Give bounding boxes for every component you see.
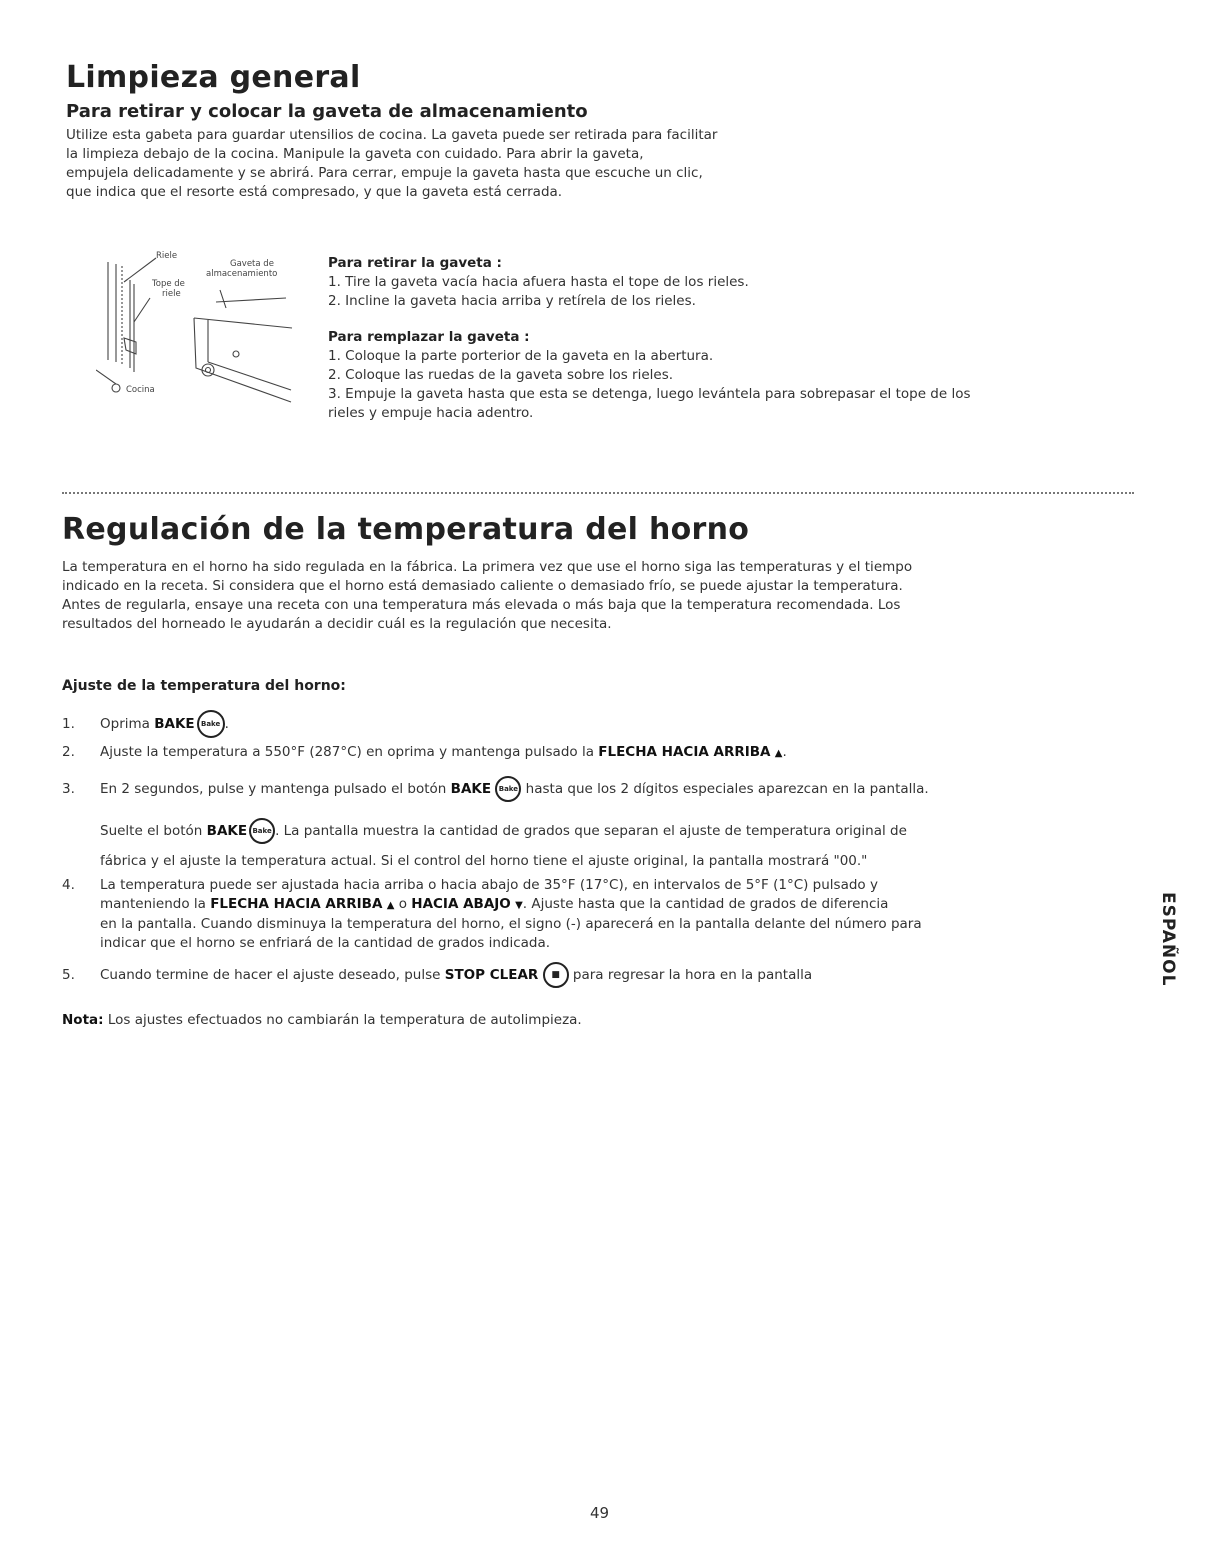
side-tab-espanol: ESPAÑOL bbox=[1158, 892, 1178, 987]
step-3-continuation-2: fábrica y el ajuste la temperatura actual. Si el control del horno tiene el ajuste original, la pantalla mostrará "00." bbox=[100, 853, 868, 869]
step-text: . La pantalla muestra la cantidad de grados que separan el ajuste de temperatura original de bbox=[275, 823, 907, 839]
stop-clear-icon: ■ bbox=[543, 962, 569, 988]
cocina-marker bbox=[112, 384, 120, 392]
step-5 bbox=[62, 962, 812, 988]
remplazar-step: 1. Coloque la parte porterior de la gaveta en la abertura. bbox=[328, 348, 714, 364]
step-text: Oprima bbox=[100, 716, 155, 732]
drawer-diagram bbox=[96, 250, 296, 415]
remplazar-step-cont: rieles y empuje hacia adentro. bbox=[328, 405, 534, 421]
intro-line: la limpieza debajo de la cocina. Manipule la gaveta con cuidado. Para abrir la gaveta, bbox=[66, 146, 644, 162]
drawer-top-edge bbox=[194, 318, 292, 328]
page-number: 49 bbox=[590, 1504, 610, 1522]
step-number: 3. bbox=[62, 781, 75, 797]
step-2: 2. Ajuste la temperatura a 550°F (287°C) en oprima y mantenga pulsado la FLECHA HACIA ARRIBA ▲. bbox=[62, 744, 787, 760]
step-text: manteniendo la bbox=[100, 896, 211, 912]
gaveta-leader bbox=[220, 290, 226, 308]
intro-line: resultados del horneado le ayudarán a decidir cuál es la regulación que necesita. bbox=[62, 616, 612, 632]
intro-line: Antes de regularla, ensaye una receta con una temperatura más elevada o más baja que la temperatura recomendada. Los bbox=[62, 597, 901, 613]
bake-icon-text: Bake bbox=[252, 827, 272, 835]
step-number: 1. bbox=[62, 716, 75, 732]
intro-line: Utilize esta gabeta para guardar utensilios de cocina. La gaveta puede ser retirada para facilitar bbox=[66, 127, 718, 143]
step-text: Ajuste la temperatura a 550°F (287°C) en oprima y mantenga pulsado la bbox=[100, 744, 599, 760]
step-3-continuation bbox=[100, 818, 907, 844]
tope-leader bbox=[134, 298, 150, 322]
bake-icon bbox=[197, 710, 225, 738]
remplazar-heading: Para remplazar la gaveta : bbox=[328, 329, 530, 345]
bake-label: BAKE bbox=[206, 823, 248, 839]
retirar-step: 1. Tire la gaveta vacía hacia afuera hasta el tope de los rieles. bbox=[328, 274, 749, 290]
step-number: 5. bbox=[62, 967, 75, 983]
arrow-up-icon: ▲ bbox=[774, 748, 783, 759]
step-text: . Ajuste hasta que la cantidad de grados de diferencia bbox=[522, 896, 889, 912]
step-text: hasta que los 2 dígitos especiales aparezcan en la pantalla. bbox=[521, 781, 929, 797]
note bbox=[62, 1011, 582, 1030]
drawer-bottom-edge bbox=[208, 362, 291, 390]
flecha-arriba-label: FLECHA HACIA ARRIBA bbox=[210, 896, 383, 912]
step-text: En 2 segundos, pulse y mantenga pulsado el botón bbox=[100, 781, 451, 797]
note-text: Los ajustes efectuados no cambiarán la temperatura de autolimpieza. bbox=[103, 1012, 582, 1028]
remplazar-step: 2. Coloque las ruedas de la gaveta sobre los rieles. bbox=[328, 367, 674, 383]
arrow-down-icon: ▼ bbox=[515, 900, 523, 911]
drawer-wheel bbox=[202, 364, 214, 376]
step-3 bbox=[62, 776, 929, 802]
bake-icon-text: Bake bbox=[201, 720, 221, 728]
step-text: La temperatura puede ser ajustada hacia arriba o hacia abajo de 35°F (17°C), en intervalos de 5°F (1°C) pulsado y bbox=[100, 877, 878, 893]
drawer-front-edge bbox=[194, 318, 291, 402]
section-divider bbox=[62, 492, 1134, 494]
label-gaveta-2: almacenamiento bbox=[206, 269, 278, 279]
label-tope-1: Tope de bbox=[152, 279, 185, 289]
arrow-up-icon: ▲ bbox=[386, 900, 395, 911]
flecha-arriba-label: FLECHA HACIA ARRIBA bbox=[598, 744, 771, 760]
hacia-abajo-label: HACIA ABAJO bbox=[411, 896, 511, 912]
step-text: o bbox=[394, 896, 412, 912]
label-tope-2: riele bbox=[162, 289, 181, 299]
bake-icon bbox=[495, 776, 521, 802]
bake-label: BAKE bbox=[154, 716, 195, 732]
intro-line: La temperatura en el horno ha sido regulada en la fábrica. La primera vez que use el horno siga las temperaturas y el tiempo bbox=[62, 559, 913, 575]
intro-line: indicado en la receta. Si considera que el horno está demasiado caliente o demasiado frío, se puede ajustar la temperatura. bbox=[62, 578, 903, 594]
label-riele: Riele bbox=[156, 251, 178, 261]
retirar-step: 2. Incline la gaveta hacia arriba y retírela de los rieles. bbox=[328, 293, 696, 309]
intro-paragraph-regulacion bbox=[62, 558, 1132, 634]
bake-icon-text: Bake bbox=[498, 785, 519, 793]
drawer-wheel-small bbox=[233, 351, 239, 357]
cocina-leader-line bbox=[96, 370, 116, 384]
bake-label: BAKE bbox=[450, 781, 492, 797]
label-cocina: Cocina bbox=[126, 385, 155, 395]
remplazar-step: 3. Empuje la gaveta hasta que esta se detenga, luego levántela para sobrepasar el tope de los bbox=[328, 386, 971, 402]
step-text: para regresar la hora en la pantalla bbox=[568, 967, 813, 983]
step-4 bbox=[62, 876, 922, 953]
retirar-heading: Para retirar la gaveta : bbox=[328, 255, 502, 271]
step-text: indicar que el horno se enfriará de la cantidad de grados indicada. bbox=[100, 935, 551, 951]
step-text: Cuando termine de hacer el ajuste deseado, pulse bbox=[100, 967, 445, 983]
ajuste-subheading: Ajuste de la temperatura del horno: bbox=[62, 678, 346, 694]
intro-line: que indica que el resorte está compresado, y que la gaveta está cerrada. bbox=[66, 184, 563, 200]
subtitle-gaveta: Para retirar y colocar la gaveta de almacenamiento bbox=[66, 101, 588, 122]
section-title-limpieza: Limpieza general bbox=[66, 60, 361, 95]
label-gaveta-1: Gaveta de bbox=[230, 259, 274, 269]
stop-clear-label: STOP CLEAR bbox=[444, 967, 539, 983]
drawer-back-edge bbox=[216, 298, 286, 302]
intro-paragraph-gaveta bbox=[66, 126, 1126, 202]
bake-icon bbox=[249, 818, 275, 844]
intro-line: empujela delicadamente y se abrirá. Para cerrar, empuje la gaveta hasta que escuche un clic, bbox=[66, 165, 703, 181]
step-text: en la pantalla. Cuando disminuya la temperatura del horno, el signo (-) aparecerá en la pantalla delante del número para bbox=[100, 916, 922, 932]
step-1: 1. Oprima BAKE Bake . bbox=[62, 710, 229, 738]
step-number: 2. bbox=[62, 744, 75, 760]
section-title-regulacion: Regulación de la temperatura del horno bbox=[62, 512, 750, 547]
note-label: Nota: bbox=[62, 1012, 104, 1028]
step-text: Suelte el botón bbox=[100, 823, 207, 839]
drawer-instructions bbox=[328, 254, 1138, 423]
step-number: 4. bbox=[62, 877, 75, 893]
